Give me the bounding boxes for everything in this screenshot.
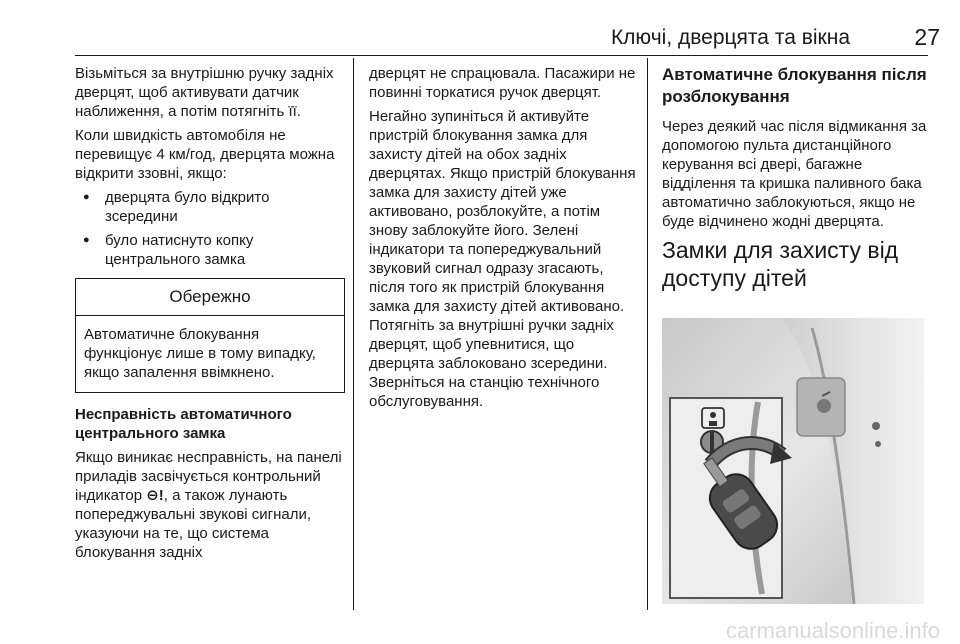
paragraph: Через деякий час після відмикання за допомогою пульта дистанційного керування всі двері, багажне відділення та кришка паливного бака автоматично заблокуються, якщо не буде відчинено жодні дверцята. bbox=[662, 118, 927, 230]
page-header-title: Ключі, дверцята та вікна bbox=[610, 26, 850, 49]
column-divider-2 bbox=[647, 58, 648, 610]
text-span: , а також лунають попереджувальні звукові сигнали, указуючи на те, що система блокування задніх bbox=[75, 487, 312, 561]
column-left bbox=[75, 64, 345, 567]
column-middle bbox=[369, 64, 637, 416]
list-item: ● було натиснуто копку центрального замка bbox=[75, 231, 345, 269]
paragraph: дверцят не спрацювала. Пасажири не повинні торкатися ручок дверцят. bbox=[369, 65, 636, 101]
bullet-list bbox=[75, 188, 345, 269]
child-lock-illustration bbox=[662, 318, 924, 604]
paragraph: Візьміться за внутрішню ручку задніх дверцят, щоб активувати датчик наближення, а потім потягніть її. bbox=[75, 65, 334, 120]
paragraph: Коли швидкість автомобіля не перевищує 4 км/год, дверцята можна відкрити ззовні, якщо: bbox=[75, 127, 335, 182]
watermark: carmanualsonline.info bbox=[725, 618, 940, 643]
header-rule bbox=[75, 55, 928, 56]
column-divider-1 bbox=[353, 58, 354, 610]
caution-box bbox=[75, 278, 345, 393]
paragraph bbox=[75, 448, 345, 562]
caution-text: Автоматичне блокування функціонує лише в тому випадку, якщо запалення ввімкнено. bbox=[84, 326, 316, 381]
warning-indicator-icon: ⊖! bbox=[146, 487, 164, 504]
paragraph: Негайно зупиніться й активуйте пристрій блокування замка для захисту дітей на обох задніх дверцятах. Якщо пристрій блокування замка для захисту дітей уже активовано, розблокуйте, а потім знову заблокуйте його. Зелені індикатори та попереджувальний звуковий сигнал одразу згасають, після того як пристрій блокування замка для захисту дітей активовано. Потягніть за внутрішні ручки задніх дверцят, щоб упевнитися, що дверцята заблоковано зсередини. Зверніться на станцію технічного обслуговування. bbox=[369, 108, 636, 410]
column-right bbox=[662, 64, 930, 297]
page-number: 27 bbox=[914, 24, 940, 50]
caution-title: Обережно bbox=[76, 279, 344, 316]
section-heading: Несправність автоматичного центрального замка bbox=[75, 406, 292, 442]
text-span: Якщо виникає несправність, на панелі приладів засвічується контрольний індикатор bbox=[75, 449, 342, 504]
list-item: ● дверцята було відкрито зсередини bbox=[75, 188, 345, 226]
section-heading: Автоматичне блокування після розблокування bbox=[662, 65, 927, 106]
section-heading-large: Замки для захисту від доступу дітей bbox=[662, 237, 899, 291]
